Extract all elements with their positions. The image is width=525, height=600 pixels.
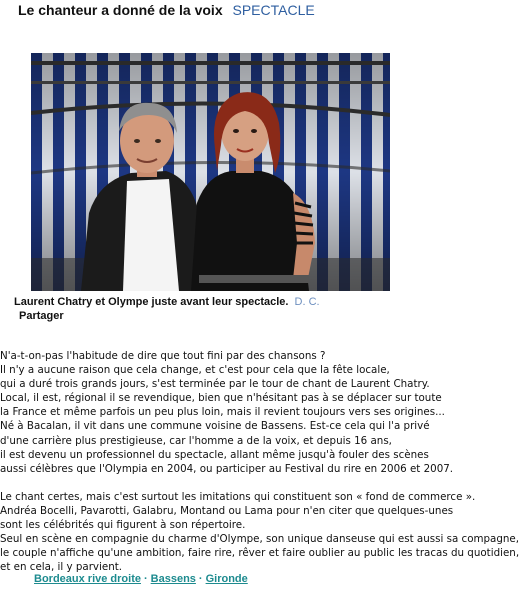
caption-text: Laurent Chatry et Olympe juste avant leur spectacle.	[14, 296, 289, 308]
tag-gironde[interactable]: Gironde	[205, 573, 248, 585]
photo-caption	[14, 295, 320, 309]
tag-bordeaux-rive-droite[interactable]: Bordeaux rive droite	[34, 573, 141, 585]
body-line: il est devenu un professionnel du spectacle, allant même jusqu'à fouler des scènes	[0, 448, 429, 461]
tag-separator: ·	[143, 573, 148, 585]
share-button[interactable]: Partager	[19, 310, 64, 322]
photo-credit: D. C.	[294, 296, 320, 308]
body-line: Local, il est, régional il se revendique, bien que n'hésitant pas à se déplacer sur toute	[0, 392, 442, 405]
body-line: la France et même parfois un peu plus loin, mais il revient toujours vers ses origines...	[0, 406, 445, 419]
body-line: le couple n'affiche qu'une ambition, faire rire, rêver et faire oublier au public les tracas du quotidien,	[0, 547, 520, 560]
article-title: Le chanteur a donné de la voix	[18, 2, 223, 18]
article-body	[0, 349, 525, 574]
body-line: N'a-t-on-pas l'habitude de dire que tout fini par des chansons ?	[0, 350, 326, 362]
body-line: Seul en scène en compagnie du charme d'Olympe, son unique danseuse qui est aussi sa compagne,	[0, 533, 520, 546]
body-line: aussi célèbres que l'Olympia en 2004, ou participer au Festival du rire en 2006 et 2007.	[0, 462, 454, 475]
body-line: Né à Bacalan, il vit dans une commune voisine de Bassens. Est-ce cela qui l'a privé	[0, 420, 430, 433]
body-line: et en cela, il y parvient.	[0, 561, 123, 574]
article-headline	[18, 2, 315, 19]
body-line: Le chant certes, mais c'est surtout les imitations qui constituent son « fond de commerce ».	[0, 490, 476, 503]
section-label[interactable]: SPECTACLE	[232, 2, 315, 18]
paragraph-gap	[0, 476, 525, 490]
tag-bassens[interactable]: Bassens	[150, 573, 196, 585]
body-line: Andréa Bocelli, Pavarotti, Galabru, Montand ou Lama pour n'en citer que quelques-unes	[0, 504, 454, 517]
tag-links	[34, 573, 248, 585]
article-photo	[31, 53, 390, 291]
body-line: qui a duré trois grands jours, s'est terminée par le tour de chant de Laurent Chatry.	[0, 378, 430, 391]
body-line: Il n'y a aucune raison que cela change, et c'est pour cela que la fête locale,	[0, 364, 390, 377]
tag-separator: ·	[198, 573, 203, 585]
body-line: sont les célébrités qui figurent à son répertoire.	[0, 519, 246, 532]
body-line: d'une carrière plus prestigieuse, car l'homme a de la voix, et depuis 16 ans,	[0, 434, 392, 447]
